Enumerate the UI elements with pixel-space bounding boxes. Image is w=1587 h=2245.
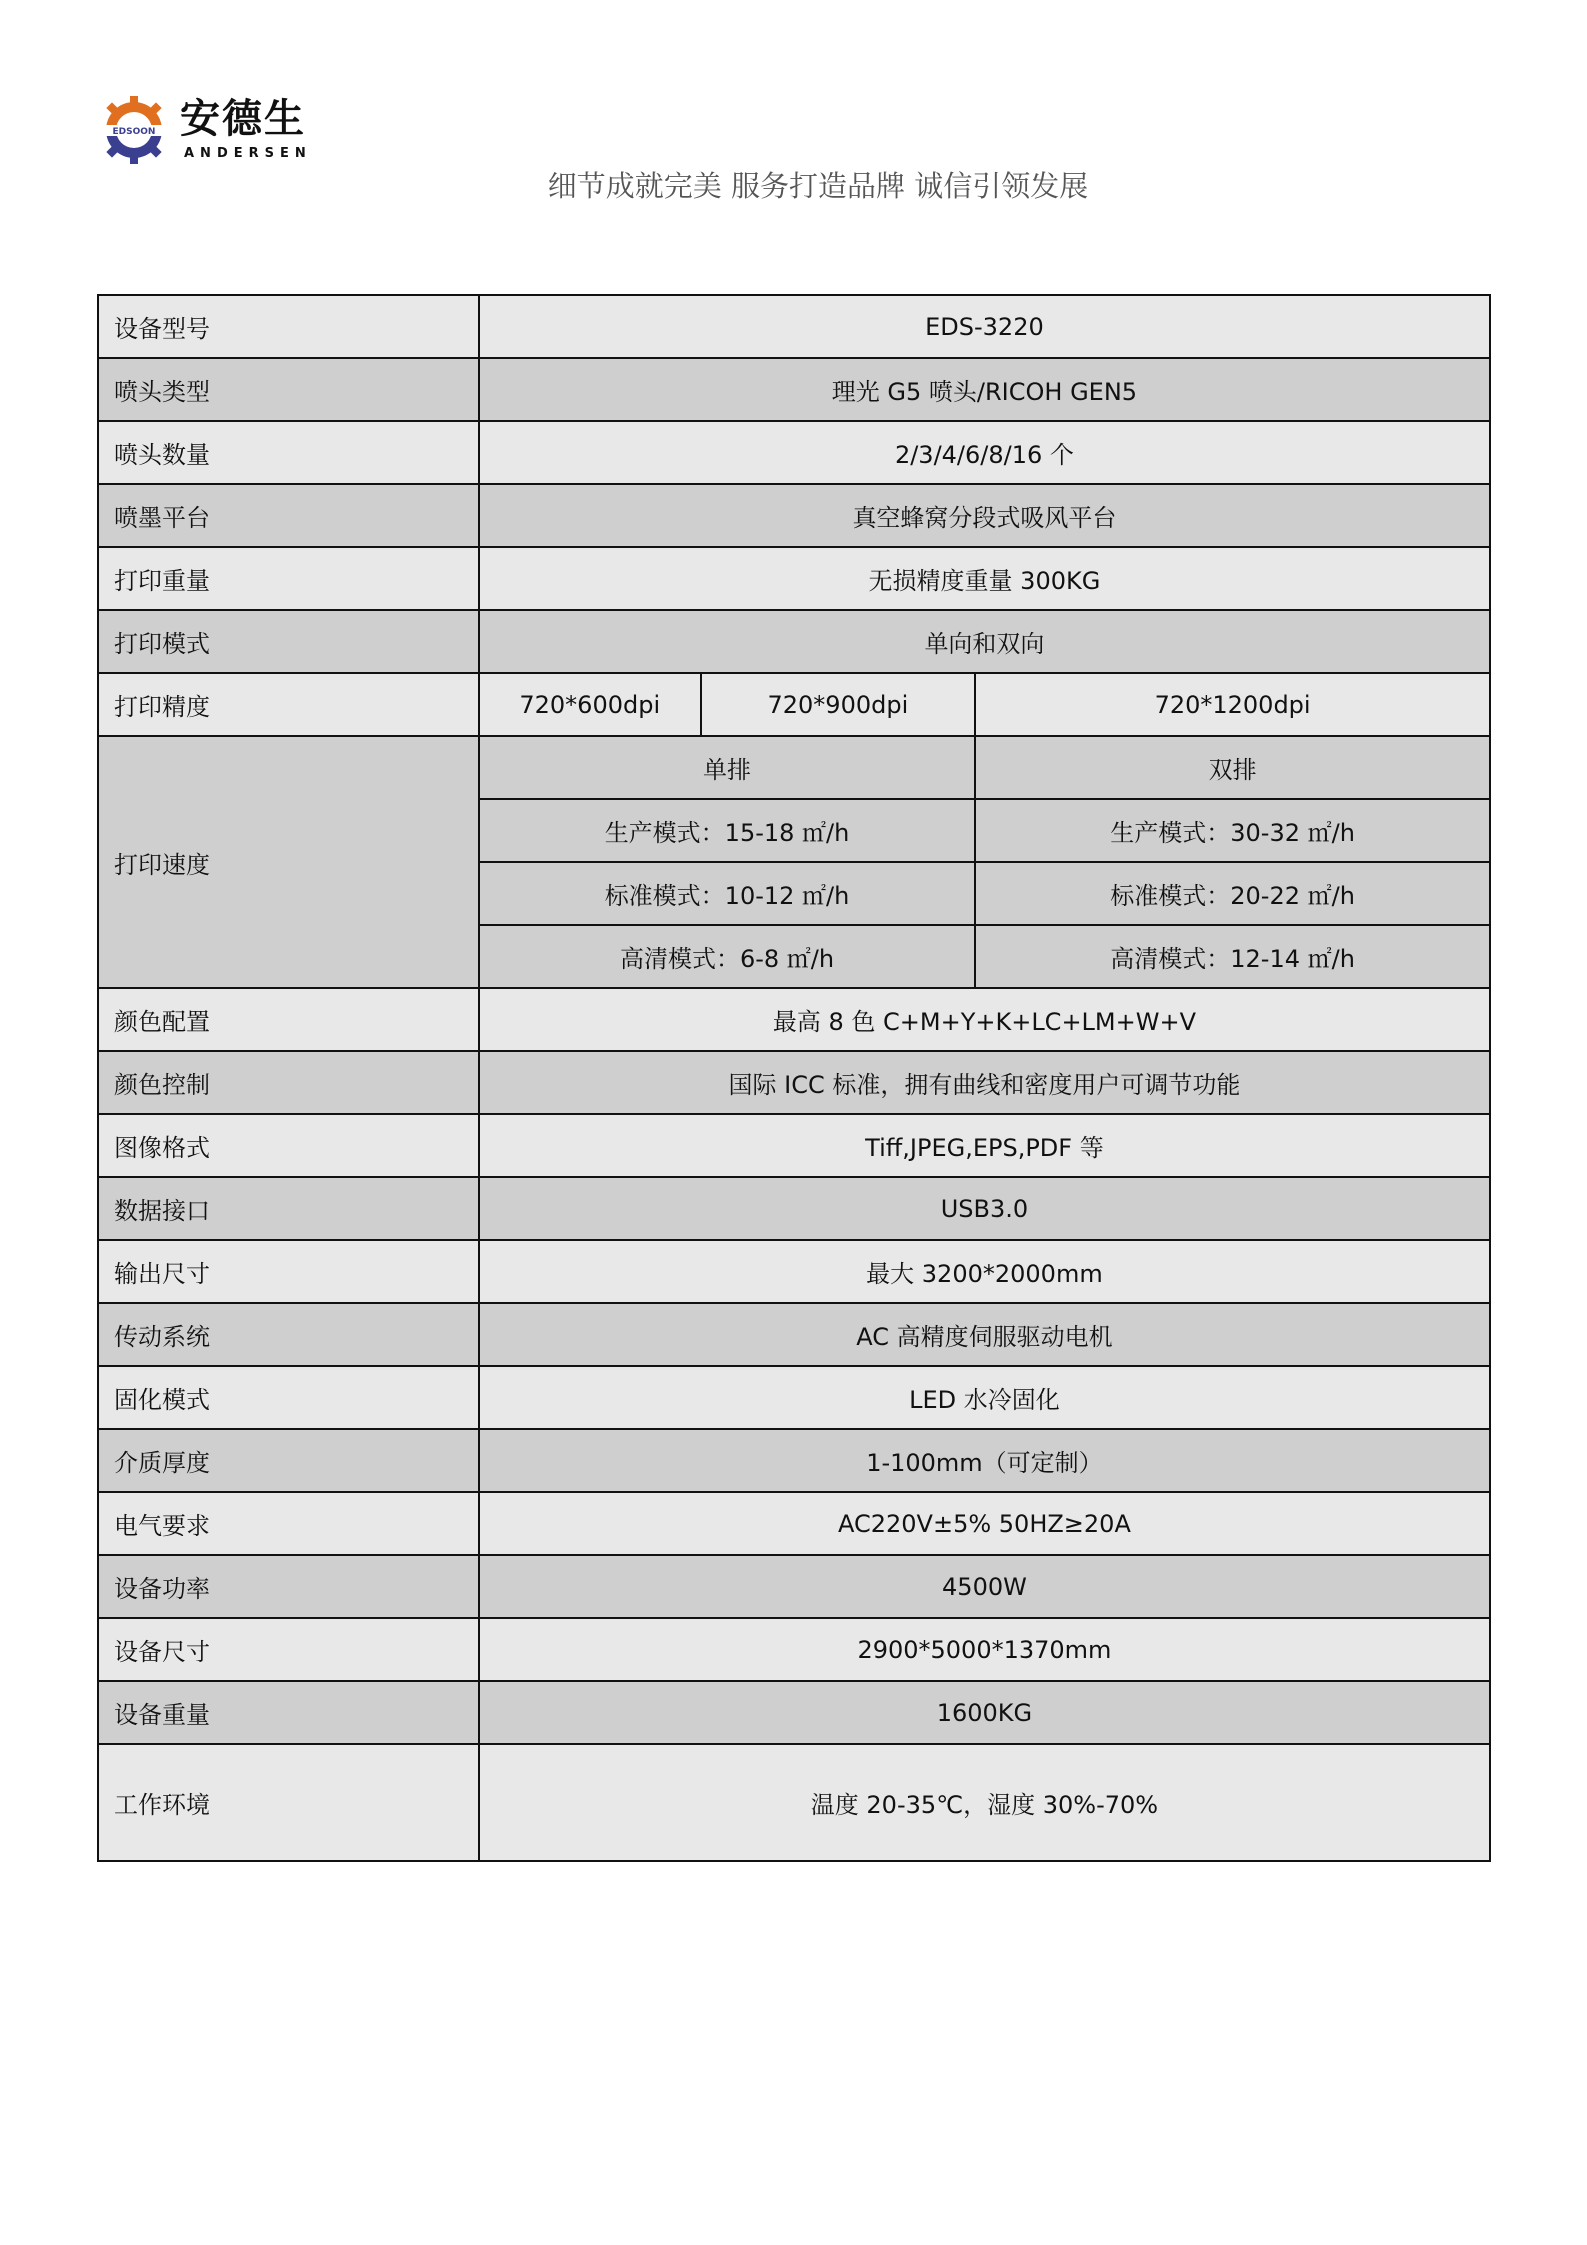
spec-value: 理光 G5 喷头/RICOH GEN5 <box>479 358 1490 421</box>
svg-text:EDSOON: EDSOON <box>112 127 156 137</box>
spec-value: 国际 ICC 标准，拥有曲线和密度用户可调节功能 <box>479 1051 1490 1114</box>
spec-value: 高清模式：6-8 ㎡/h <box>479 925 975 988</box>
spec-value: 生产模式：30-32 ㎡/h <box>975 799 1490 862</box>
spec-value: 最高 8 色 C+M+Y+K+LC+LM+W+V <box>479 988 1490 1051</box>
spec-value: LED 水冷固化 <box>479 1366 1490 1429</box>
spec-label: 设备重量 <box>98 1681 479 1744</box>
table-row <box>98 1492 1490 1555</box>
table-row <box>98 610 1490 673</box>
gear-logo-icon <box>100 96 168 164</box>
table-row <box>98 547 1490 610</box>
spec-label: 颜色配置 <box>98 988 479 1051</box>
spec-value: 最大 3200*2000mm <box>479 1240 1490 1303</box>
table-row <box>98 358 1490 421</box>
logo-cn: 安德生 <box>180 96 306 142</box>
table-row <box>98 1051 1490 1114</box>
table-row <box>98 1114 1490 1177</box>
spec-value: 4500W <box>479 1555 1490 1618</box>
table-row <box>98 1681 1490 1744</box>
spec-value: 720*600dpi <box>479 673 701 736</box>
spec-value: 2/3/4/6/8/16 个 <box>479 421 1490 484</box>
spec-table <box>97 294 1491 1862</box>
spec-value: 720*1200dpi <box>975 673 1490 736</box>
spec-value: AC220V±5% 50HZ≥20A <box>479 1492 1490 1555</box>
spec-label: 传动系统 <box>98 1303 479 1366</box>
table-row <box>98 736 1490 799</box>
table-row <box>98 1429 1490 1492</box>
table-row <box>98 484 1490 547</box>
spec-label: 数据接口 <box>98 1177 479 1240</box>
spec-label: 喷头数量 <box>98 421 479 484</box>
spec-label: 设备型号 <box>98 295 479 358</box>
spec-label: 喷墨平台 <box>98 484 479 547</box>
spec-label: 输出尺寸 <box>98 1240 479 1303</box>
speed-header: 双排 <box>975 736 1490 799</box>
spec-value: 标准模式：20-22 ㎡/h <box>975 862 1490 925</box>
spec-value: Tiff,JPEG,EPS,PDF 等 <box>479 1114 1490 1177</box>
spec-value: AC 高精度伺服驱动电机 <box>479 1303 1490 1366</box>
spec-value: 单向和双向 <box>479 610 1490 673</box>
spec-label: 打印速度 <box>98 736 479 988</box>
speed-header: 单排 <box>479 736 975 799</box>
spec-value: 1-100mm（可定制） <box>479 1429 1490 1492</box>
spec-label: 工作环境 <box>98 1744 479 1861</box>
spec-value: 真空蜂窝分段式吸风平台 <box>479 484 1490 547</box>
company-logo <box>100 96 330 164</box>
table-row <box>98 421 1490 484</box>
spec-value: 2900*5000*1370mm <box>479 1618 1490 1681</box>
spec-label: 图像格式 <box>98 1114 479 1177</box>
spec-label: 固化模式 <box>98 1366 479 1429</box>
table-row <box>98 1744 1490 1861</box>
spec-value: EDS-3220 <box>479 295 1490 358</box>
table-row <box>98 1240 1490 1303</box>
spec-label: 打印重量 <box>98 547 479 610</box>
table-row <box>98 1177 1490 1240</box>
table-row <box>98 988 1490 1051</box>
spec-label: 介质厚度 <box>98 1429 479 1492</box>
table-row <box>98 1618 1490 1681</box>
spec-label: 喷头类型 <box>98 358 479 421</box>
table-row <box>98 673 1490 736</box>
table-row <box>98 1303 1490 1366</box>
spec-value: 高清模式：12-14 ㎡/h <box>975 925 1490 988</box>
spec-value: 生产模式：15-18 ㎡/h <box>479 799 975 862</box>
spec-label: 电气要求 <box>98 1492 479 1555</box>
spec-value: 1600KG <box>479 1681 1490 1744</box>
table-row <box>98 1366 1490 1429</box>
tagline: 细节成就完美 服务打造品牌 诚信引领发展 <box>547 169 1089 203</box>
logo-en: ANDERSEN <box>184 146 312 161</box>
spec-value: USB3.0 <box>479 1177 1490 1240</box>
spec-value: 720*900dpi <box>701 673 976 736</box>
spec-value: 无损精度重量 300KG <box>479 547 1490 610</box>
spec-value: 标准模式：10-12 ㎡/h <box>479 862 975 925</box>
table-row <box>98 1555 1490 1618</box>
spec-label: 设备功率 <box>98 1555 479 1618</box>
spec-label: 打印精度 <box>98 673 479 736</box>
spec-label: 设备尺寸 <box>98 1618 479 1681</box>
spec-label: 颜色控制 <box>98 1051 479 1114</box>
spec-value: 温度 20-35℃，湿度 30%-70% <box>479 1744 1490 1861</box>
spec-label: 打印模式 <box>98 610 479 673</box>
table-row <box>98 295 1490 358</box>
